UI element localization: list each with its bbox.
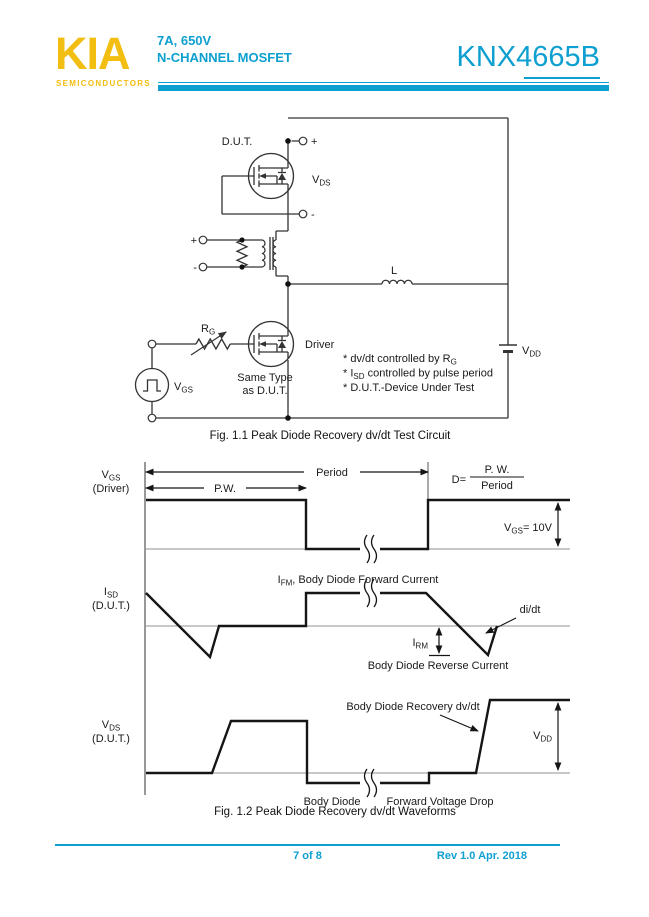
header-rule-thin (158, 82, 609, 84)
row-label-vds: $V_{DS}$ (101, 719, 121, 733)
row-source-vds: (D.U.T.) (92, 733, 130, 745)
duty-d-label: D= (451, 474, 466, 486)
body-diode-label: Body Diode (303, 796, 361, 808)
row-source-isd: (D.U.T.) (92, 600, 130, 612)
ifm-label: $I_{FM}$, Body Diode Forward Current (277, 574, 439, 588)
didt-label: di/dt (519, 604, 541, 616)
note-dvdt: * dv/dt controlled by $R_G$ (343, 353, 457, 367)
isd-waveform (146, 593, 497, 657)
vgs-level-label: $V_{GS}= 10V$ (504, 522, 552, 536)
test-circuit-figure (90, 105, 570, 445)
pulse-source (136, 369, 169, 402)
pw-label: P.W. (214, 483, 236, 495)
recovery-arrow (440, 715, 478, 731)
period-label: Period (316, 467, 348, 479)
recovery-label: Body Diode Recovery dv/dt (346, 701, 480, 713)
vgs-source-label: $V_{GS}$ (174, 381, 193, 395)
duty-denominator: Period (481, 480, 513, 492)
header-rule-thick (158, 85, 609, 91)
dut-label: D.U.T. (221, 136, 253, 148)
transformer-core (270, 237, 273, 270)
row-source-vgs: (Driver) (92, 483, 130, 495)
fig-1-1-caption: Fig. 1.1 Peak Diode Recovery dv/dt Test Circuit (209, 430, 451, 442)
drain-plus-label: + (311, 136, 318, 148)
waveforms-figure (70, 455, 600, 825)
vdd-level-label: $V_{DD}$ (533, 730, 552, 744)
fig-1-2-caption: Fig. 1.2 Peak Diode Recovery dv/dt Waveforms (214, 806, 456, 818)
vds-label: $V_{DS}$ (312, 174, 331, 188)
page-indicator: 7 of 8 (293, 850, 322, 862)
kia-logo: KIA (55, 28, 130, 79)
source-minus-label: - (311, 209, 315, 221)
irm-label: $I_{RM}$ (412, 637, 428, 651)
rg-label: $R_G$ (201, 323, 216, 337)
xfmr-plus-label: + (190, 235, 197, 247)
device-rating: 7A, 650V (157, 33, 212, 48)
reverse-current-label: Body Diode Reverse Current (367, 660, 509, 672)
part-number-underline (524, 77, 600, 79)
dut-mosfet (249, 154, 294, 199)
kia-logo-subtext: SEMICONDUCTORS (56, 79, 151, 88)
fwd-drop-label: Forward Voltage Drop (386, 796, 494, 808)
duty-numerator: P. W. (484, 464, 510, 476)
same-type-label-1: Same Type (237, 372, 293, 384)
note-dut: * D.U.T.-Device Under Test (343, 382, 475, 394)
driver-mosfet (249, 322, 294, 367)
xfmr-minus-label: - (193, 262, 197, 274)
break-symbol-vgs (360, 535, 380, 563)
inductor-label: L (390, 265, 398, 277)
row-label-isd: $I_{SD}$ (103, 586, 119, 600)
note-isd: * $I_{SD}$ controlled by pulse period (343, 367, 493, 381)
row-label-vgs: $V_{GS}$ (101, 469, 121, 483)
vdd-label: $V_{DD}$ (522, 345, 541, 359)
inductor-coil (382, 280, 412, 284)
device-type: N-CHANNEL MOSFET (157, 50, 292, 65)
primary-resistor (237, 240, 247, 267)
revision-label: Rev 1.0 Apr. 2018 (436, 850, 527, 862)
same-type-label-2: as D.U.T. (242, 385, 288, 397)
transformer-primary-coil (262, 240, 265, 267)
driver-label: Driver (305, 339, 335, 351)
footer-rule (55, 844, 560, 846)
part-number: KNX4665B (456, 41, 600, 73)
